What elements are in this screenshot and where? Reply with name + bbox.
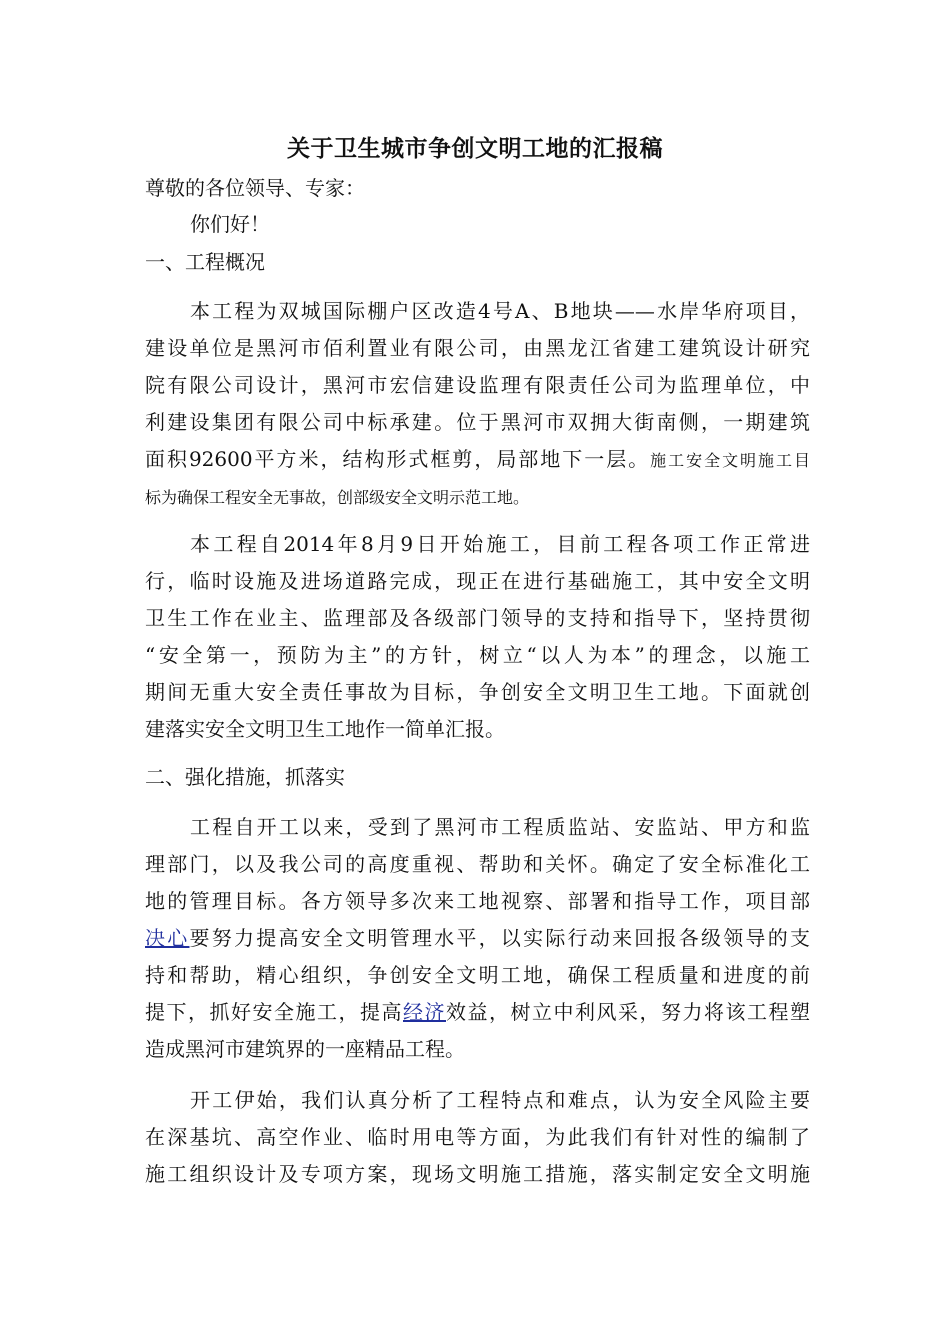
paragraph-line [145, 924, 810, 952]
paragraph-text-small: 施工安全文明施工目 [650, 451, 810, 470]
paragraph-line: 理部门，以及我公司的高度重视、帮助和关怀。确定了安全标准化工 [145, 852, 810, 876]
greeting: 尊敬的各位领导、专家： [145, 176, 365, 200]
paragraph-line: 开工伊始，我们认真分析了工程特点和难点，认为安全风险主要 [190, 1088, 810, 1112]
section-heading-overview: 一、工程概况 [145, 250, 265, 274]
paragraph-line: 期间无重大安全责任事故为目标，争创安全文明卫生工地。下面就创 [145, 680, 810, 704]
paragraph-line: 持和帮助，精心组织，争创安全文明工地，确保工程质量和进度的前 [145, 963, 810, 987]
paragraph-line: 造成黑河市建筑界的一座精品工程。 [145, 1037, 465, 1061]
paragraph-text: 效益，树立中利风采，努力将该工程塑 [446, 1000, 810, 1024]
paragraph-line [145, 998, 810, 1026]
paragraph-line: 建设单位是黑河市佰利置业有限公司，由黑龙江省建工建筑设计研究 [145, 336, 810, 360]
paragraph-line: 本工程自2014年8月9日开始施工，目前工程各项工作正常进 [190, 532, 810, 556]
paragraph-line: 利建设集团有限公司中标承建。位于黑河市双拥大街南侧，一期建筑 [145, 410, 810, 434]
paragraph-line: “安全第一，预防为主”的方针，树立“以人为本”的理念，以施工 [145, 643, 810, 667]
paragraph-line: 工程自开工以来，受到了黑河市工程质监站、安监站、甲方和监 [190, 815, 810, 839]
paragraph-line [145, 445, 810, 475]
paragraph-line-small: 标为确保工程安全无事故，创部级安全文明示范工地。 [145, 488, 530, 507]
paragraph-line: 施工组织设计及专项方案，现场文明施工措施，落实制定安全文明施 [145, 1162, 810, 1186]
paragraph-line: 地的管理目标。各方领导多次来工地视察、部署和指导工作，项目部 [145, 889, 810, 913]
paragraph-line: 本工程为双城国际棚户区改造4号A、B地块——水岸华府项目， [190, 299, 810, 323]
paragraph-line: 卫生工作在业主、监理部及各级部门领导的支持和指导下，坚持贯彻 [145, 606, 810, 630]
section-heading-measures: 二、强化措施，抓落实 [145, 765, 345, 789]
hello-line: 你们好！ [190, 212, 270, 236]
paragraph-line: 行，临时设施及进场道路完成，现正在进行基础施工，其中安全文明 [145, 569, 810, 593]
link-juexin[interactable]: 决心 [145, 926, 190, 950]
document-title: 关于卫生城市争创文明工地的汇报稿 [287, 135, 663, 162]
paragraph-text: 面积92600平方米，结构形式框剪，局部地下一层。 [145, 447, 651, 471]
link-jingji[interactable]: 经济 [403, 1000, 446, 1024]
paragraph-text: 要努力提高安全文明管理水平，以实际行动来回报各级领导的支 [189, 926, 811, 950]
paragraph-line: 建落实安全文明卫生工地作一简单汇报。 [145, 717, 505, 741]
paragraph-line: 在深基坑、高空作业、临时用电等方面，为此我们有针对性的编制了 [145, 1125, 810, 1149]
paragraph-text: 提下，抓好安全施工，提高 [145, 1000, 403, 1024]
paragraph-line: 院有限公司设计，黑河市宏信建设监理有限责任公司为监理单位，中 [145, 373, 810, 397]
